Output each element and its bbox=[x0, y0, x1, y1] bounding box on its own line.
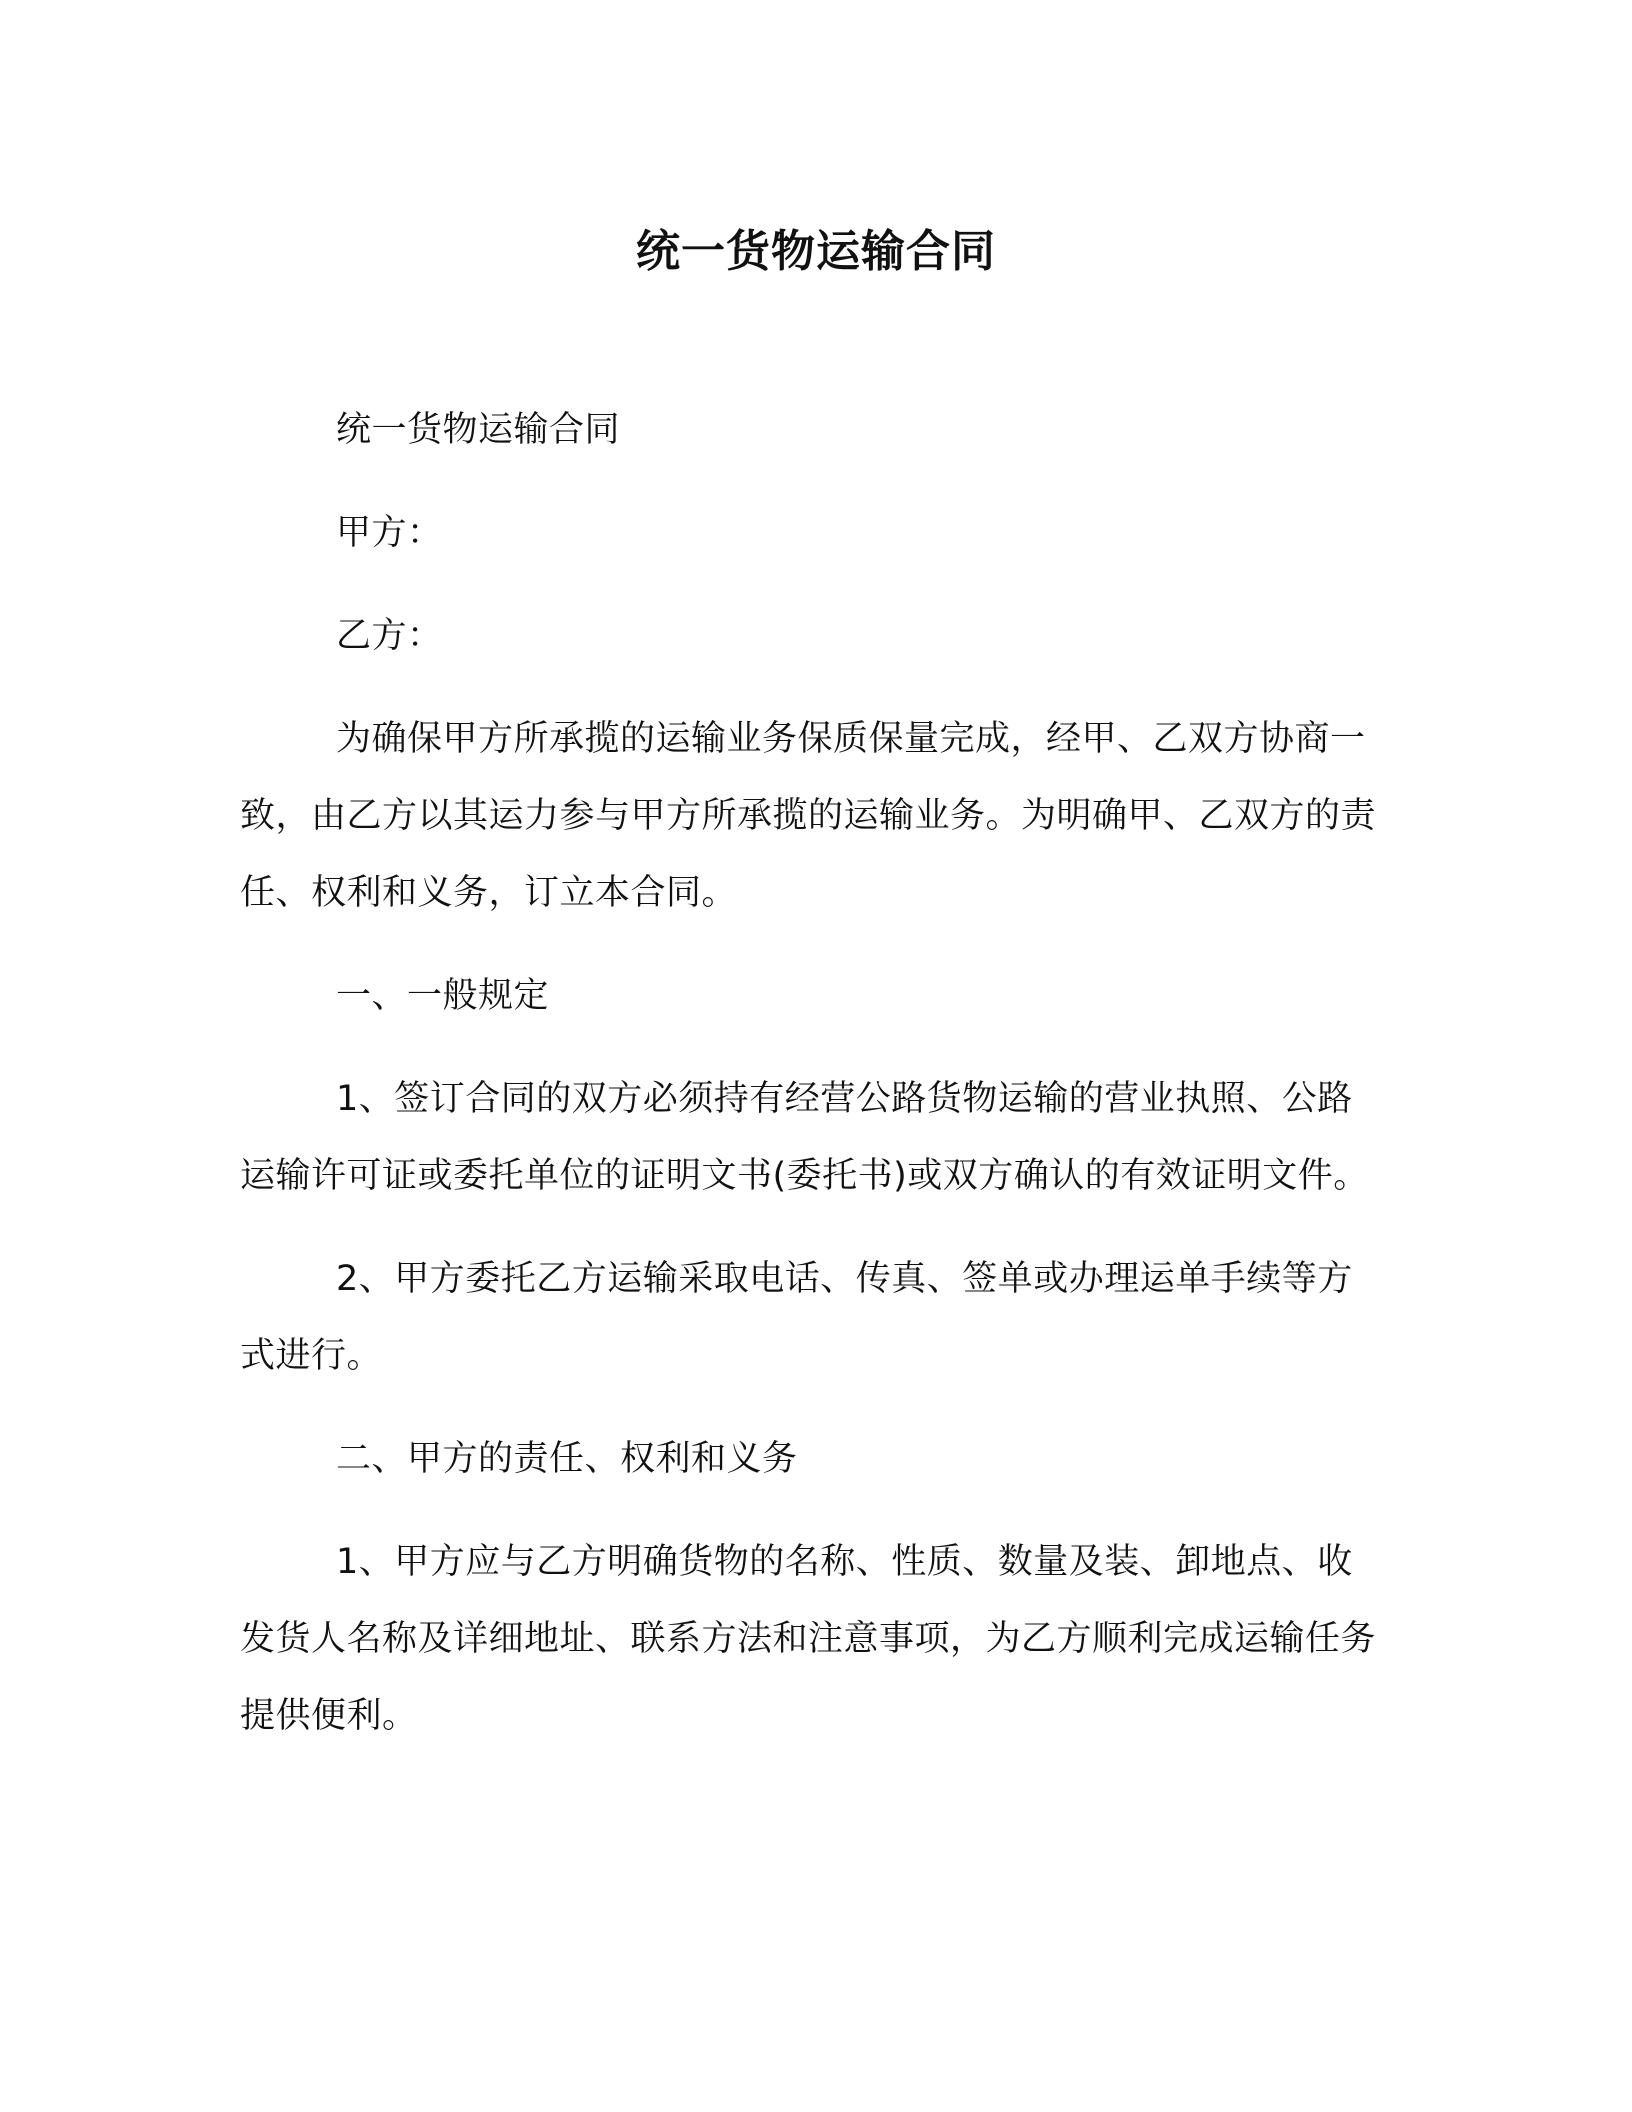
document-body bbox=[240, 392, 1388, 1781]
section-2-heading: 二、甲方的责任、权利和义务 bbox=[336, 1439, 798, 1479]
contract-heading: 统一货物运输合同 bbox=[336, 410, 621, 450]
section-1-clause-1: 1、签订合同的双方必须持有经营公路货物运输的营业执照、公路运输许可证或委托单位的证明文书(委托书)或双方确认的有效证明文件。 bbox=[240, 1079, 1369, 1196]
preamble-paragraph: 为确保甲方所承揽的运输业务保质保量完成，经甲、乙双方协商一致，由乙方以其运力参与甲方所承揽的运输业务。为明确甲、乙双方的责任、权利和义务，订立本合同。 bbox=[240, 719, 1377, 913]
document-title: 统一货物运输合同 bbox=[636, 226, 996, 277]
section-1-clause-2: 2、甲方委托乙方运输采取电话、传真、签单或办理运单手续等方式进行。 bbox=[240, 1259, 1353, 1376]
section-1-heading: 一、一般规定 bbox=[336, 976, 550, 1016]
party-b-line: 乙方： bbox=[336, 616, 443, 656]
section-2-clause-1: 1、甲方应与乙方明确货物的名称、性质、数量及装、卸地点、收发货人名称及详细地址、联系方法和注意事项，为乙方顺利完成运输任务提供便利。 bbox=[240, 1542, 1377, 1736]
party-a-line: 甲方： bbox=[336, 513, 443, 553]
